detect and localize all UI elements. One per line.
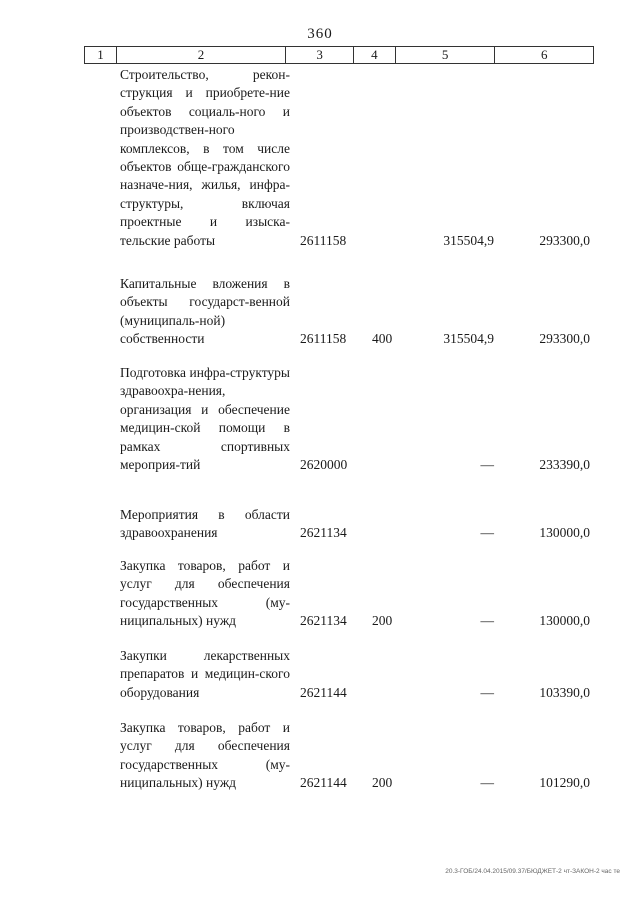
row-expense-type: 400	[372, 331, 393, 347]
column-header-5: 5	[396, 47, 496, 63]
row-value-col5: —	[480, 525, 494, 541]
row-code: 2621144	[300, 775, 347, 791]
row-description: Закупки лекарственных препаратов и медицин-ского оборудования	[120, 648, 290, 700]
column-header-6: 6	[540, 47, 548, 62]
table-row	[84, 275, 594, 349]
table-row	[84, 66, 594, 250]
row-value-col6: 130000,0	[539, 525, 590, 541]
table-row	[84, 719, 594, 793]
table-row	[84, 364, 594, 474]
row-code: 2621134	[300, 525, 347, 541]
column-header-3: 3	[286, 47, 354, 63]
row-value-col6: 103390,0	[539, 684, 590, 700]
row-value-col5: 315504,9	[443, 232, 494, 248]
page-number: 360	[307, 26, 333, 42]
row-value-col6: 233390,0	[539, 457, 590, 473]
row-value-col5: 315504,9	[443, 331, 494, 347]
row-code: 2611158	[300, 331, 347, 347]
column-header-row	[84, 46, 594, 64]
row-value-col5: —	[480, 684, 494, 700]
footer-document-code: 20.3-ГОБ/24.04.2015/09.37/БЮДЖЕТ-2 чт-ЗАКОН-2 час те	[445, 868, 620, 875]
row-code: 2621134	[300, 613, 347, 629]
table-row	[84, 557, 594, 631]
row-value-col6: 101290,0	[539, 775, 590, 791]
row-description: Закупка товаров, работ и услуг для обеспечения государственных (му-ниципальных) нужд	[120, 558, 290, 629]
row-expense-type: 200	[372, 613, 393, 629]
table-row	[84, 506, 594, 543]
row-value-col6: 130000,0	[539, 613, 590, 629]
row-value-col5: —	[480, 613, 494, 629]
column-header-4: 4	[354, 47, 396, 63]
row-description: Закупка товаров, работ и услуг для обеспечения государственных (му-ниципальных) нужд	[120, 720, 290, 791]
column-header-2: 2	[117, 47, 286, 63]
row-value-col5: —	[480, 457, 494, 473]
row-code: 2621144	[300, 684, 347, 700]
table-row	[84, 647, 594, 702]
row-expense-type: 200	[372, 775, 393, 791]
row-value-col5: —	[480, 775, 494, 791]
row-description: Капитальные вложения в объекты государст-венной (муниципаль-ной) собственности	[120, 276, 290, 347]
row-code: 2620000	[300, 457, 348, 473]
row-value-col6: 293300,0	[539, 232, 590, 248]
row-value-col6: 293300,0	[539, 331, 590, 347]
row-description: Мероприятия в области здравоохранения	[120, 507, 290, 541]
row-description: Подготовка инфра-структуры здравоохра-нения, организация и обеспечение медицин-ской помощи в рамках спортивных мероприя-тий	[120, 365, 290, 473]
row-code: 2611158	[300, 232, 347, 248]
row-description: Строительство, рекон-струкция и приобрете-ние объектов социаль-ного и производствен-ного комплексов, в том числе объектов обще-гражданского назначе-ния, жилья, инфра-структуры, включая проектные и изыска-тельские работы	[120, 67, 290, 248]
column-header-1: 1	[85, 47, 117, 63]
